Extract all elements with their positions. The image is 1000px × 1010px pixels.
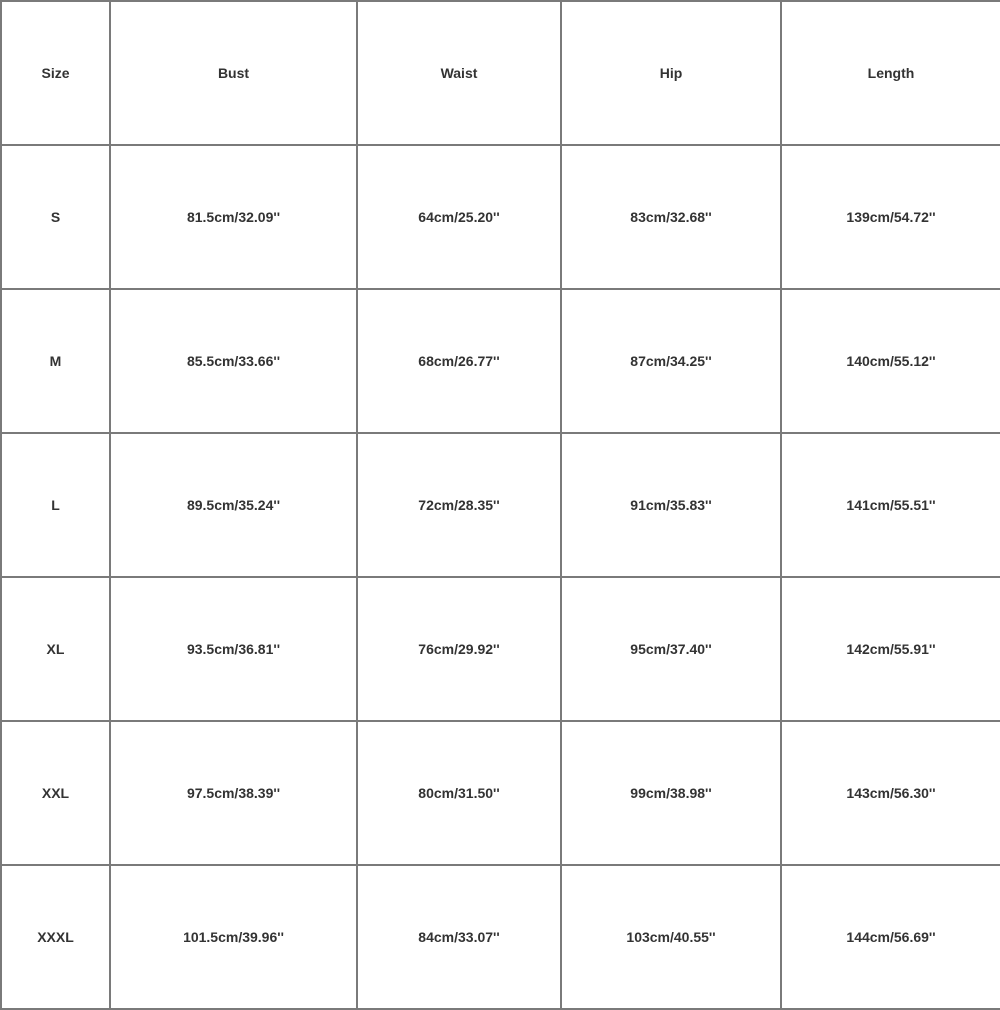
cell-waist: 80cm/31.50'' xyxy=(357,721,561,865)
cell-hip: 99cm/38.98'' xyxy=(561,721,781,865)
cell-size: XXXL xyxy=(1,865,110,1009)
cell-hip: 95cm/37.40'' xyxy=(561,577,781,721)
cell-hip: 83cm/32.68'' xyxy=(561,145,781,289)
cell-length: 141cm/55.51'' xyxy=(781,433,1000,577)
cell-hip: 87cm/34.25'' xyxy=(561,289,781,433)
table-row xyxy=(1,145,1000,289)
table-row xyxy=(1,865,1000,1009)
table-row xyxy=(1,721,1000,865)
cell-size: XXL xyxy=(1,721,110,865)
header-length: Length xyxy=(781,1,1000,145)
cell-size: XL xyxy=(1,577,110,721)
cell-bust: 81.5cm/32.09'' xyxy=(110,145,357,289)
cell-waist: 68cm/26.77'' xyxy=(357,289,561,433)
header-hip: Hip xyxy=(561,1,781,145)
cell-waist: 76cm/29.92'' xyxy=(357,577,561,721)
table-row xyxy=(1,289,1000,433)
cell-size: M xyxy=(1,289,110,433)
cell-waist: 84cm/33.07'' xyxy=(357,865,561,1009)
cell-length: 143cm/56.30'' xyxy=(781,721,1000,865)
cell-hip: 103cm/40.55'' xyxy=(561,865,781,1009)
cell-waist: 72cm/28.35'' xyxy=(357,433,561,577)
cell-bust: 97.5cm/38.39'' xyxy=(110,721,357,865)
table-row xyxy=(1,433,1000,577)
cell-length: 144cm/56.69'' xyxy=(781,865,1000,1009)
cell-length: 139cm/54.72'' xyxy=(781,145,1000,289)
header-bust: Bust xyxy=(110,1,357,145)
cell-length: 142cm/55.91'' xyxy=(781,577,1000,721)
header-waist: Waist xyxy=(357,1,561,145)
cell-waist: 64cm/25.20'' xyxy=(357,145,561,289)
table-header-row xyxy=(1,1,1000,145)
cell-bust: 85.5cm/33.66'' xyxy=(110,289,357,433)
cell-size: L xyxy=(1,433,110,577)
header-size: Size xyxy=(1,1,110,145)
table-row xyxy=(1,577,1000,721)
cell-size: S xyxy=(1,145,110,289)
cell-bust: 93.5cm/36.81'' xyxy=(110,577,357,721)
cell-hip: 91cm/35.83'' xyxy=(561,433,781,577)
cell-bust: 101.5cm/39.96'' xyxy=(110,865,357,1009)
cell-bust: 89.5cm/35.24'' xyxy=(110,433,357,577)
cell-length: 140cm/55.12'' xyxy=(781,289,1000,433)
